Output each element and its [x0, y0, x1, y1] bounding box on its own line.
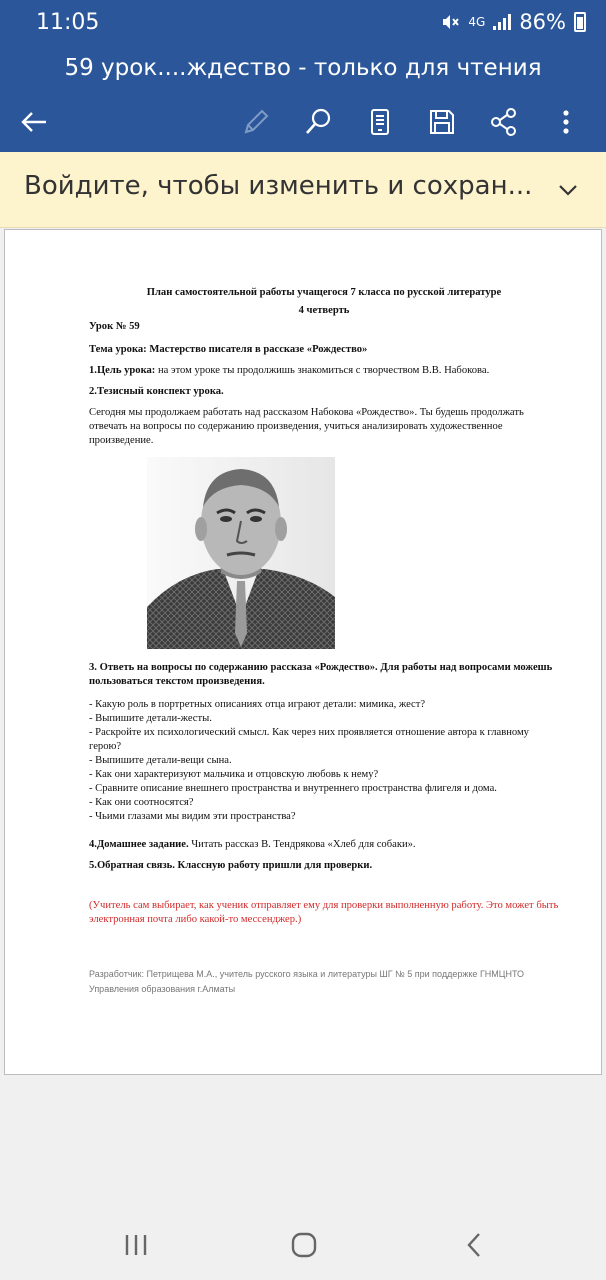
question-item: - Какую роль в портретных описаниях отца играют детали: мимика, жест?: [89, 699, 426, 710]
doc-heading-line2: 4 четверть: [298, 305, 350, 316]
back-nav-button[interactable]: [452, 1228, 496, 1262]
teacher-note: (Учитель сам выбирает, как ученик отправляет ему для проверки выполненную работу. Это может быть электронная почта либо какой-то мессенджер.): [89, 900, 559, 925]
document-page[interactable]: [4, 229, 602, 1075]
question-item: - Выпишите детали-жесты.: [89, 713, 212, 724]
question-item: - Выпишите детали-вещи сына.: [89, 755, 232, 766]
battery-percent: 86%: [519, 10, 566, 34]
edit-button[interactable]: [234, 100, 278, 144]
question-item: - Как они соотносятся?: [89, 797, 194, 808]
lesson-goal: [89, 364, 559, 378]
intro-paragraph: Сегодня мы продолжаем работать над рассказом Набокова «Рождество». Ты будешь продолжать отвечать на вопросы по содержанию произведения, учиться анализировать художественное произведение.: [89, 407, 524, 446]
questions-list: [89, 698, 559, 824]
search-icon: [302, 106, 334, 138]
signal-icon: [493, 14, 511, 30]
more-vertical-icon: [550, 106, 582, 138]
chevron-down-icon[interactable]: [556, 178, 580, 202]
lesson-number: Урок № 59: [89, 321, 140, 332]
doc-heading-line1: План самостоятельной работы учащегося 7 класса по русской литературе: [146, 287, 502, 298]
reading-view-icon: [364, 106, 396, 138]
lesson-topic: [89, 343, 559, 357]
question-item: - Сравните описание внешнего пространства и внутреннего пространства флигеля и дома.: [89, 783, 497, 794]
battery-icon: [574, 12, 586, 32]
document-title: 59 урок....ждество - только для чтения: [0, 48, 606, 92]
arrow-left-icon: [18, 106, 50, 138]
home-icon: [290, 1231, 318, 1259]
share-button[interactable]: [482, 100, 526, 144]
recent-apps-icon: [123, 1233, 149, 1257]
search-button[interactable]: [296, 100, 340, 144]
status-bar: [0, 0, 606, 48]
homework-label: 4.Домашнее задание.: [89, 839, 189, 850]
questions-title: 3. Ответь на вопросы по содержанию рассказа «Рождество». Для работы над вопросами можешь пользоваться текстом произведения.: [89, 662, 553, 687]
question-item: - Раскройте их психологический смысл. Как через них проявляется отношение автора к главному герою?: [89, 727, 529, 752]
topic-text: Мастерство писателя в рассказе «Рождество»: [149, 344, 368, 355]
pencil-icon: [240, 106, 272, 138]
reading-view-button[interactable]: [358, 100, 402, 144]
status-time: 11:05: [36, 10, 100, 35]
goal-text: на этом уроке ты продолжишь знакомиться с творчеством В.В. Набокова.: [158, 365, 490, 376]
back-button[interactable]: [12, 100, 56, 144]
system-navigation-bar: [0, 1210, 606, 1280]
homework: [89, 838, 559, 852]
mute-icon: [440, 12, 460, 32]
author-portrait: [147, 457, 335, 649]
more-options-button[interactable]: [544, 100, 588, 144]
save-button[interactable]: [420, 100, 464, 144]
home-button[interactable]: [282, 1228, 326, 1262]
question-item: - Как они характеризуют мальчика и отцовскую любовь к нему?: [89, 769, 379, 780]
signin-text: Войдите, чтобы изменить и сохран...: [24, 171, 533, 201]
document-footer: Разработчик: Петрищева М.А., учитель русского языка и литературы ШГ № 5 при поддержке ГНМЦНТО Управления образования г.Алматы: [89, 969, 525, 994]
back-chevron-icon: [464, 1231, 484, 1259]
question-item: - Чьими глазами мы видим эти пространства?: [89, 811, 296, 822]
thesis-title: 2.Тезисный конспект урока.: [89, 386, 224, 397]
share-icon: [488, 106, 520, 138]
homework-text: Читать рассказ В. Тендрякова «Хлеб для собаки».: [191, 839, 416, 850]
document-content: [89, 286, 559, 1004]
topic-label: Тема урока:: [89, 344, 147, 355]
feedback: 5.Обратная связь. Классную работу пришли для проверки.: [89, 860, 373, 871]
toolbar: [0, 92, 606, 152]
network-type: 4G: [468, 14, 486, 29]
save-icon: [426, 106, 458, 138]
status-icons: [440, 10, 586, 34]
signin-banner[interactable]: [0, 152, 606, 228]
goal-label: 1.Цель урока:: [89, 365, 156, 376]
recent-apps-button[interactable]: [114, 1228, 158, 1262]
